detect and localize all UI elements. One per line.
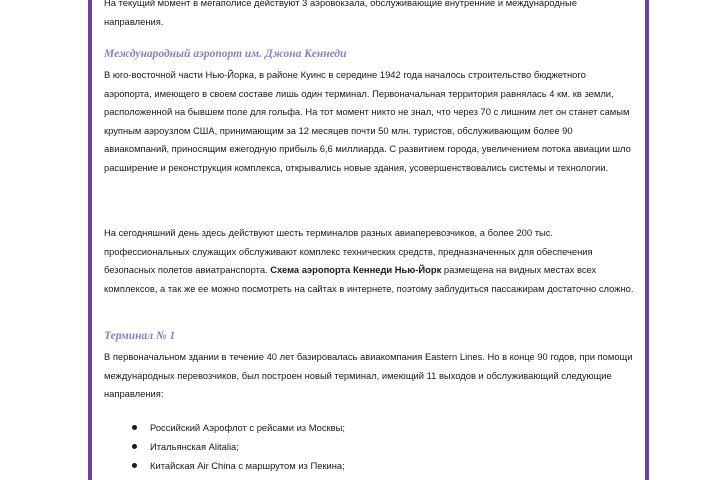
terminals-paragraph (104, 224, 634, 298)
terminals-paragraph-text-1: На сегодняшний день здесь действуют шесть терминалов разных авиаперевозчиков, а более 200 тыс. профессиональных служащих обслуживают комплекс технических средств, предназначенных для обеспечения безопасных полетов авиатранспорта. (104, 227, 593, 275)
bullet-icon (132, 463, 137, 468)
page-border-right (645, 0, 649, 480)
page-border-left (88, 0, 92, 480)
terminals-paragraph-text-2: размещена на видных местах всех комплексов, а так же ее можно посмотреть на сайтах в интернете, поэтому заблудиться пассажирам достаточно сложно. (104, 264, 634, 294)
list-item (104, 456, 634, 475)
destination-label: Российский Аэрофлот с рейсами из Москвы; (150, 422, 345, 433)
bullet-icon (132, 425, 137, 430)
jfk-history-paragraph: В юго-восточной части Нью-Йорка, в районе Куинс в середине 1942 года началось строительство бюджетного аэропорта, имеющего в своем составе лишь один терминал. Первоначальная территория равнялась 4 км. кв земли, расположенной на бывшем поле для гольфа. На тот момент никто не знал, что через 70 с лишним лет он станет самым крупным аэроузлом США, принимающим за 12 месяцев почти 50 млн. туристов, обслуживающим более 90 авиакомпаний, приносящим ежегодную прибыль 6,6 миллиарда. С развитием города, увеличением потока авиации шло расширение и реконструкция комплекса, открывались новые здания, усовершенствовались системы и технологии. (104, 69, 631, 173)
list-item (104, 418, 634, 437)
airport-map-link-text: Схема аэропорта Кеннеди Нью-Йорк (270, 264, 442, 275)
intro-paragraph: На текущий момент в мегаполисе действуют 3 аэровокзала, обслуживающие внутренние и международные направления. (104, 0, 577, 27)
section-heading-terminal-1: Терминал № 1 (104, 330, 176, 342)
terminal-1-paragraph: В первоначальном здании в течение 40 лет базировалась авиакомпания Eastern Lines. Но в конце 90 годов, при помощи международных перевозчиков, был построен новый терминал, имеющий 11 выходов и обслуживающий следующие направления: (104, 351, 633, 399)
destination-label: Итальянская Alitalia; (150, 441, 239, 452)
destinations-list (104, 418, 634, 475)
bullet-icon (132, 444, 137, 449)
section-heading-jfk: Международный аэропорт им. Джона Кеннеди (104, 48, 347, 60)
destination-label: Китайская Air China с маршрутом из Пекина; (150, 460, 345, 471)
list-item (104, 437, 634, 456)
